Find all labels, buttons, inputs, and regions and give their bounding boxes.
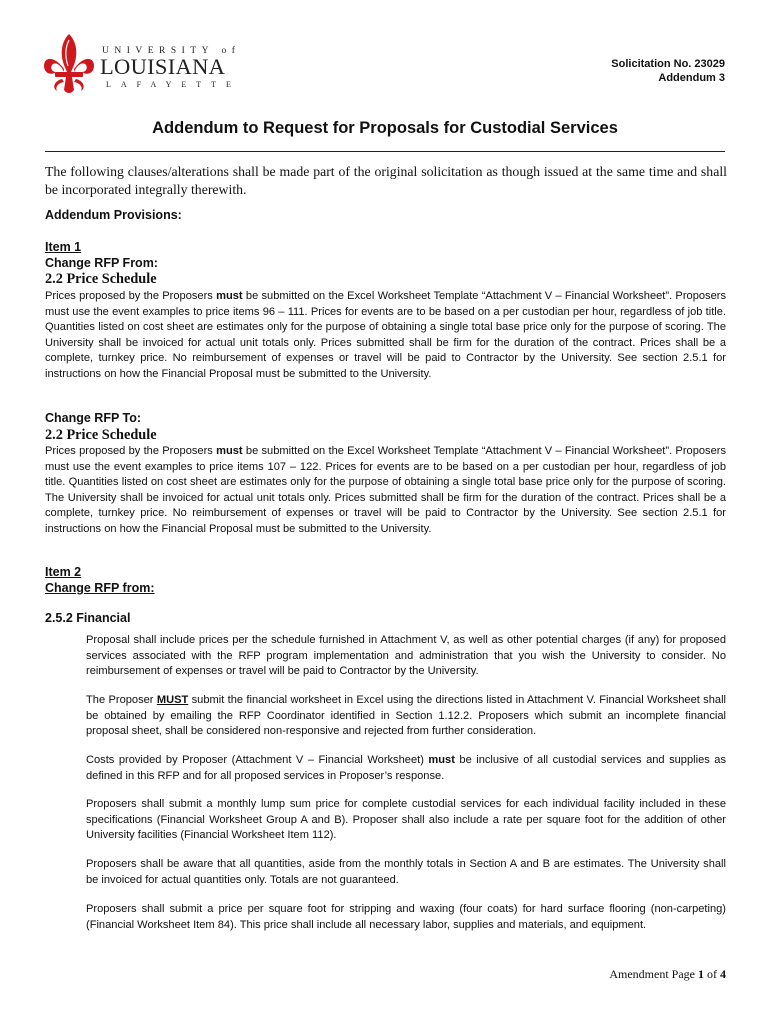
- page-total: 4: [720, 967, 726, 981]
- page-title: Addendum to Request for Proposals for Custodial Services: [152, 119, 618, 137]
- item2-paragraph-6: Proposers shall submit a price per square foot for stripping and waxing (four coats) for hard surface flooring (non-carpeting) (Financial Worksheet Item 84). This price shall include all necessary labor, supplies and materials, and equipment.: [86, 903, 726, 931]
- item2-from-label: Change RFP from:: [45, 581, 155, 595]
- item1-label: Item 1: [45, 240, 82, 254]
- page-footer: Amendment Page 1 of 4: [609, 967, 726, 981]
- item2-paragraph-3: Costs provided by Proposer (Attachment V – Financial Worksheet) must be inclusive of all custodial services and supplies as defined in this RFP and for all proposed services in Proposer’s response.: [86, 754, 726, 782]
- item1-from-paragraph: Prices proposed by the Proposers must be submitted on the Excel Worksheet Template “Attachment V – Financial Worksheet”. Proposers must use the event examples to price items 96 – 111. Prices for events are to be based on a per custodian per hour, regardless of job title. Quantities listed on cost sheet are estimates only for the purpose of obtaining a single total base price only for the purpose of scoring. The University shall be invoiced for actual unit totals only. Prices submitted shall be firm for the duration of the contract. Prices shall be a complete, turnkey price. No reimbursement of expenses or travel will be paid to Contractor by the University. See section 2.5.1 for instructions on how the Financial Proposal must be submitted to the University.: [45, 290, 726, 380]
- fleur-de-lis-icon: [40, 32, 98, 96]
- item1-to-paragraph: Prices proposed by the Proposers must be submitted on the Excel Worksheet Template “Attachment V – Financial Worksheet”. Proposers must use the event examples to price items 107 – 122. Prices for events are to be based on a per custodian per hour, regardless of job title. Quantities listed on cost sheet are estimates only for the purpose of obtaining a single total base price only for the purpose of scoring. The University shall be invoiced for actual unit totals only. Prices submitted shall be firm for the duration of the contract. Prices shall be a complete, turnkey price. No reimbursement of expenses or travel will be paid to Contractor by the University. See section 2.5.1 for instructions on how the Financial Proposal must be submitted to the University.: [45, 445, 726, 535]
- solicitation-number: Solicitation No. 23029: [611, 58, 725, 70]
- page-number: 1: [698, 967, 704, 981]
- item1-from-section: 2.2 Price Schedule: [45, 271, 157, 287]
- item1-from-label: Change RFP From:: [45, 256, 158, 270]
- university-logo: [40, 32, 240, 98]
- addendum-number: Addendum 3: [658, 72, 725, 84]
- provisions-heading: Addendum Provisions:: [45, 208, 182, 222]
- item2-paragraph-5: Proposers shall be aware that all quantities, aside from the monthly totals in Section A and B are estimates. The University shall be invoiced for actual quantities only. Totals are not guaranteed.: [86, 858, 726, 886]
- item2-paragraph-4: Proposers shall submit a monthly lump sum price for complete custodial services for each individual facility included in these specifications (Financial Worksheet Group A and B). Proposer shall also include a rate per square foot for the addition of other University facilities (Financial Worksheet Item 112).: [86, 798, 726, 841]
- item2-section-heading: 2.5.2 Financial: [45, 611, 131, 625]
- logo-lafayette-text: LAFAYETTE: [106, 80, 241, 89]
- item1-to-section: 2.2 Price Schedule: [45, 427, 157, 443]
- logo-louisiana-text: LOUISIANA: [100, 54, 226, 79]
- intro-paragraph: The following clauses/alterations shall be made part of the original solicitation as though issued at the same time and shall be incorporated integrally therewith.: [45, 164, 727, 197]
- item2-label: Item 2: [45, 565, 82, 579]
- title-divider: [45, 151, 725, 152]
- item2-paragraph-2: The Proposer MUST submit the financial worksheet in Excel using the directions listed in Attachment V. Financial Worksheet shall be obtained by emailing the RFP Coordinator identified in Section 1.12.2. Proposers which submit an incomplete financial proposal sheet, shall be considered non-responsive and rejected from further consideration.: [86, 694, 727, 737]
- item2-paragraph-1: Proposal shall include prices per the schedule furnished in Attachment V, as well as other potential charges (if any) for proposed services associated with the RFP program implementation and administration that you wish the University to consider. No reimbursement of expenses or travel will be paid to Contractor by the University.: [86, 634, 726, 677]
- logo-university-text: UNIVERSITY of: [102, 46, 241, 56]
- item1-to-label: Change RFP To:: [45, 411, 142, 425]
- solicitation-info: [611, 57, 725, 85]
